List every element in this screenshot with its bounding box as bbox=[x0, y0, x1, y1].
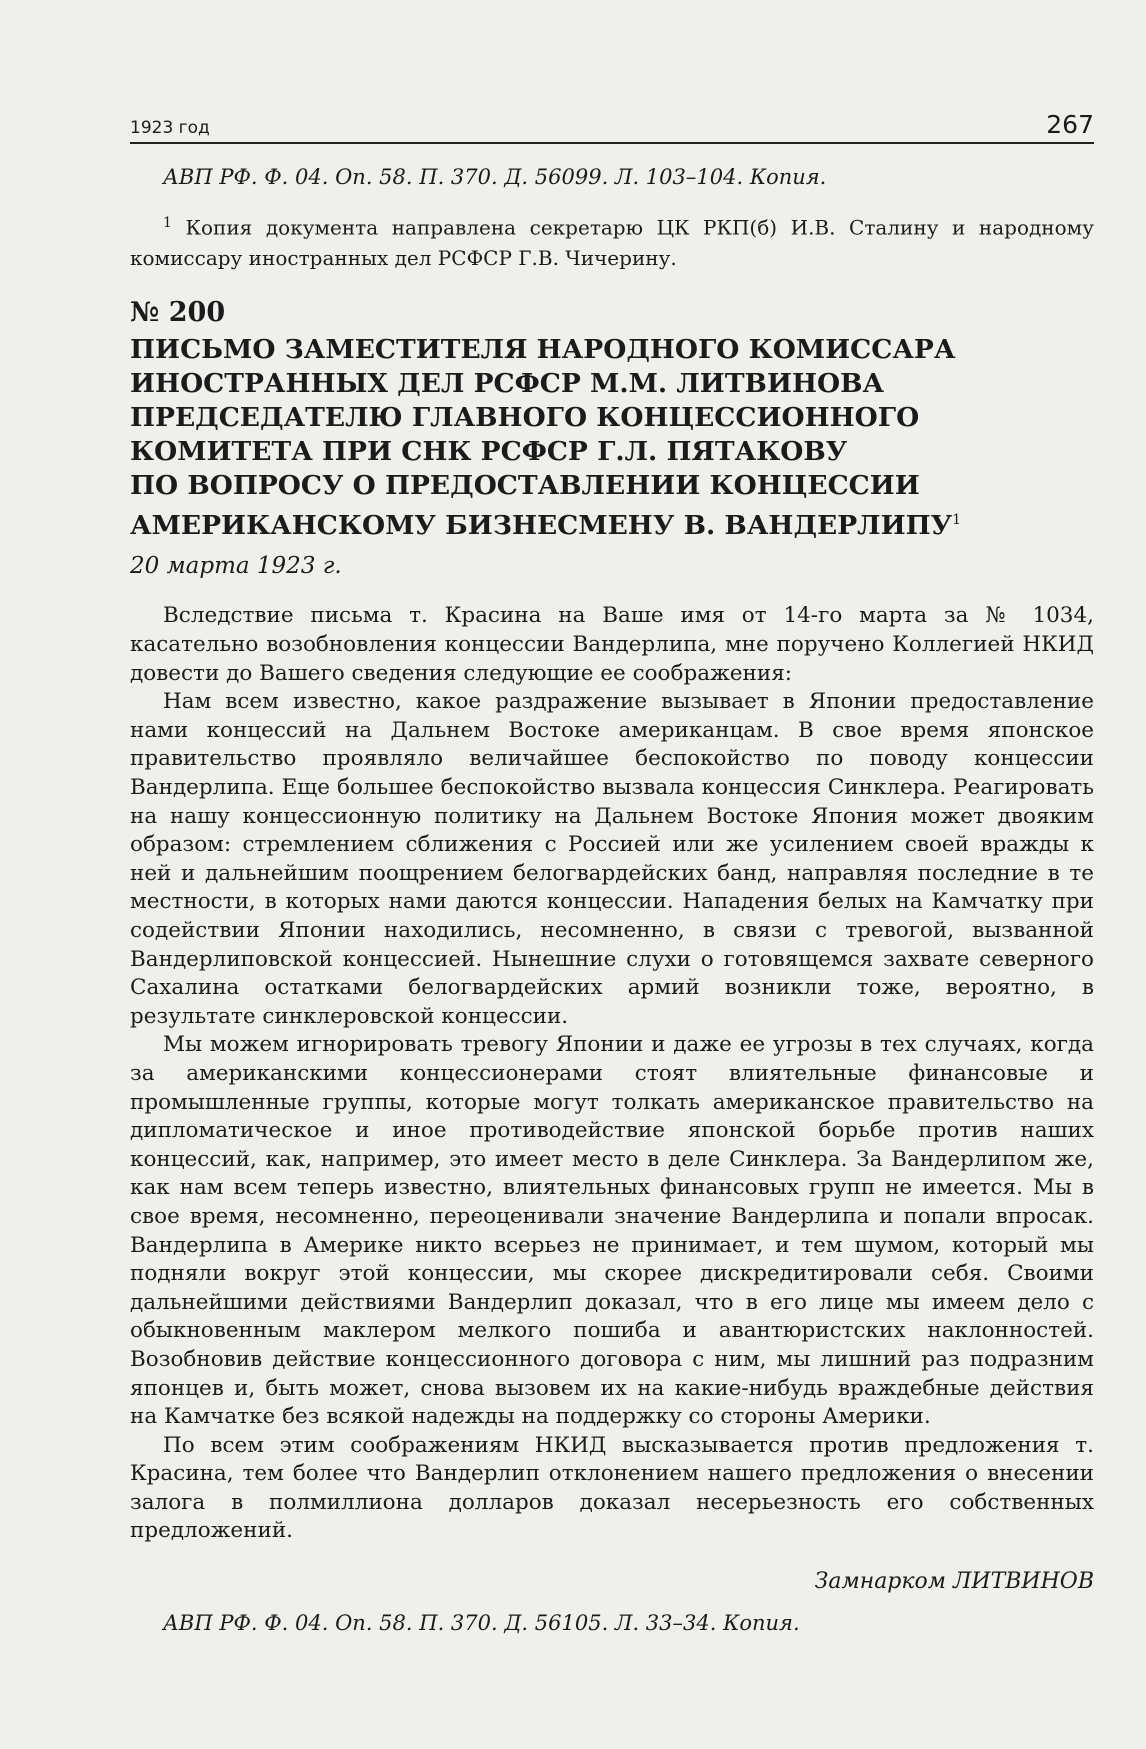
paragraph: Мы можем игнорировать тревогу Японии и даже ее угрозы в тех случаях, когда за американскими концессионерами стоят влиятельные финансовые и промышленные группы, которые могут толкать американское правительство на дипломатическое и иное противодействие японской борьбе против наших концессий, как, например, это имеет место в деле Синклера. За Вандерлипом же, как нам всем теперь известно, влиятельных финансовых групп не имеется. Мы в свое время, несомненно, переоценивали значение Вандерлипа и попали впросак. Вандерлипа в Америке никто всерьез не принимает, и тем шумом, который мы подняли вокруг этой концессии, мы скорее дискредитировали себя. Своими дальнейшими действиями Вандерлип доказал, что в его лице мы имеем дело с обыкновенным маклером мелкого пошиба и авантюристских наклонностей. Возобновив действие концессионного договора с ним, мы лишний раз подразним японцев и, быть может, снова вызовем их на какие-нибудь враждебные действия на Камчатке без всякой надежды на поддержку со стороны Америки. bbox=[130, 1032, 1094, 1430]
footnote-mark: 1 bbox=[163, 215, 172, 231]
footnote-text: Копия документа направлена секретарю ЦК РКП(б) И.В. Сталину и народному комиссару иностранных дел РСФСР Г.В. Чичерину. bbox=[130, 215, 1095, 270]
title-line: КОМИТЕТА ПРИ СНК РСФСР Г.Л. ПЯТАКОВУ bbox=[130, 435, 848, 467]
document-title bbox=[130, 333, 1094, 543]
header-year: 1923 год bbox=[130, 118, 210, 138]
document-number: № 200 bbox=[130, 296, 226, 328]
page-content bbox=[130, 160, 1094, 1640]
archive-reference-top: АВП РФ. Ф. 04. Оп. 58. П. 370. Д. 56099. Л. 103–104. Копия. bbox=[163, 165, 827, 189]
title-line: АМЕРИКАНСКОМУ БИЗНЕСМЕНУ В. ВАНДЕРЛИПУ bbox=[130, 509, 953, 541]
paragraph: По всем этим соображениям НКИД высказывается против предложения т. Красина, тем более что Вандерлип отклонением нашего предложения о внесении залога в полмиллиона долларов доказал несерьезность его собственных предложений. bbox=[130, 1432, 1094, 1544]
title-line-last bbox=[130, 503, 1094, 543]
paragraph: Вследствие письма т. Красина на Ваше имя от 14-го марта за № 1034, касательно возобновления концессии Вандерлипа, мне поручено Коллегией НКИД довести до Вашего сведения следующие ее соображения: bbox=[130, 603, 1094, 686]
paragraph: Нам всем известно, какое раздражение вызывает в Японии предоставление нами концессий на Дальнем Востоке американцам. В свое время японское правительство проявляло величайшее беспокойство по поводу концессии Вандерлипа. Еще большее беспокойство вызвала концессия Синклера. Реагировать на нашу концессионную политику на Дальнем Востоке Япония может двояким образом: стремлением сближения с Россией или же усилением своей вражды к ней и дальнейшим поощрением белогвардейских банд, направляя последние в те местности, в которых нами даются концессии. Нападения белых на Камчатку при содействии Японии находились, несомненно, в связи с тревогой, вызванной Вандерлиповской концессией. Нынешние слухи о готовящемся захвате северного Сахалина остатками белогвардейских армий возникли тоже, вероятно, в результате синклеровской концессии. bbox=[130, 689, 1094, 1029]
title-line: ПРЕДСЕДАТЕЛЮ ГЛАВНОГО КОНЦЕССИОННОГО bbox=[130, 401, 920, 433]
document-date: 20 марта 1923 г. bbox=[130, 553, 342, 580]
page-number: 267 bbox=[1046, 110, 1094, 139]
footnote bbox=[130, 208, 1094, 273]
running-header bbox=[130, 108, 1094, 144]
title-line: ПО ВОПРОСУ О ПРЕДОСТАВЛЕНИИ КОНЦЕССИИ bbox=[130, 469, 920, 501]
title-footnote-mark: 1 bbox=[952, 511, 962, 528]
signature-role: Замнарком bbox=[814, 1569, 947, 1595]
title-line: ИНОСТРАННЫХ ДЕЛ РСФСР М.М. ЛИТВИНОВА bbox=[130, 367, 885, 399]
title-line: ПИСЬМО ЗАМЕСТИТЕЛЯ НАРОДНОГО КОМИССАРА bbox=[130, 333, 956, 365]
signature bbox=[130, 1566, 1094, 1598]
archive-reference-bottom: АВП РФ. Ф. 04. Оп. 58. П. 370. Д. 56105. Л. 33–34. Копия. bbox=[163, 1611, 800, 1636]
letter-body bbox=[130, 602, 1094, 1546]
signature-name: ЛИТВИНОВ bbox=[953, 1569, 1094, 1595]
